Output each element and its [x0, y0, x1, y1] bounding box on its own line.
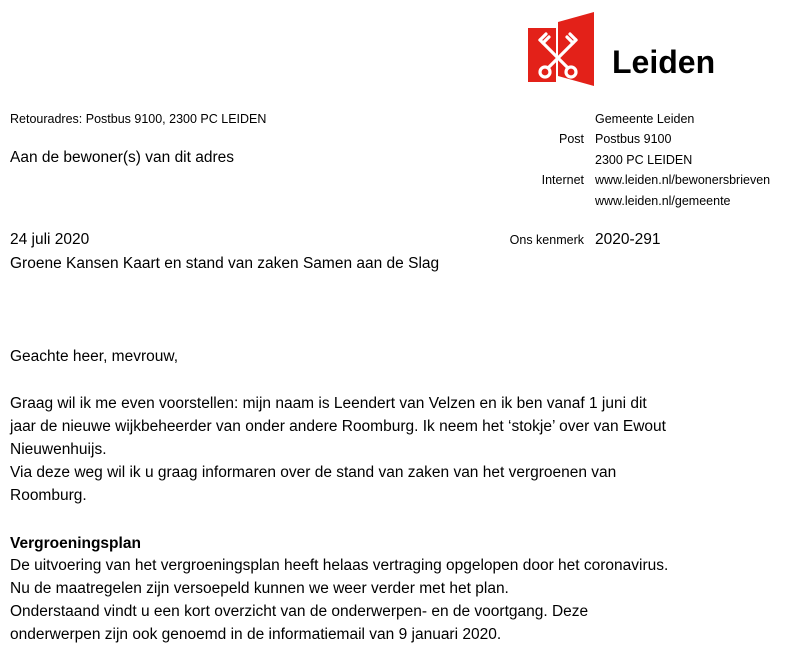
intro-line: Roomburg.: [10, 487, 87, 504]
intro-line: Graag wil ik me even voorstellen: mijn naam is Leendert van Velzen en ik ben vanaf 1 juni dit: [10, 395, 647, 412]
intro-paragraph: [10, 392, 730, 507]
post-line-1: Postbus 9100: [595, 132, 672, 146]
sender-name: Gemeente Leiden: [595, 112, 695, 126]
intro-line: Via deze weg wil ik u graag informaren over de stand van zaken van het vergroenen van: [10, 464, 617, 481]
recipient: Aan de bewoner(s) van dit adres: [10, 149, 235, 166]
section-line: De uitvoering van het vergroeningsplan heeft helaas vertraging opgelopen door het coronavirus.: [10, 557, 669, 574]
logo-wordmark: Leiden: [612, 44, 716, 80]
section-heading: Vergroeningsplan: [10, 535, 141, 552]
section-paragraph: [10, 554, 730, 646]
letter-date: 24 juli 2020: [10, 231, 90, 248]
internet-label: Internet: [541, 173, 584, 187]
intro-line: jaar de nieuwe wijkbeheerder van onder andere Roomburg. Ik neem het ‘stokje’ over van Ewout: [10, 418, 666, 435]
crossed-keys-icon: [528, 12, 598, 87]
letter-subject: Groene Kansen Kaart en stand van zaken Samen aan de Slag: [10, 255, 440, 272]
section-line: Nu de maatregelen zijn versoepeld kunnen we weer verder met het plan.: [10, 580, 509, 597]
leiden-logo: [528, 12, 598, 92]
salutation: Geachte heer, mevrouw,: [10, 348, 179, 365]
reference-value: 2020-291: [595, 231, 661, 248]
post-line-2: 2300 PC LEIDEN: [595, 153, 693, 167]
section-line: onderwerpen zijn ook genoemd in de informatiemail van 9 januari 2020.: [10, 626, 502, 643]
section-line: Onderstaand vindt u een kort overzicht van de onderwerpen- en de voortgang. Deze: [10, 603, 589, 620]
post-label: Post: [558, 132, 584, 146]
internet-link-gemeente[interactable]: www.leiden.nl/gemeente: [595, 194, 731, 208]
intro-line: Nieuwenhuijs.: [10, 441, 107, 458]
reference-label: Ons kenmerk: [509, 233, 584, 247]
internet-link-bewonersbrieven[interactable]: www.leiden.nl/bewonersbrieven: [595, 173, 771, 187]
return-address: Retouradres: Postbus 9100, 2300 PC LEIDEN: [10, 112, 267, 126]
